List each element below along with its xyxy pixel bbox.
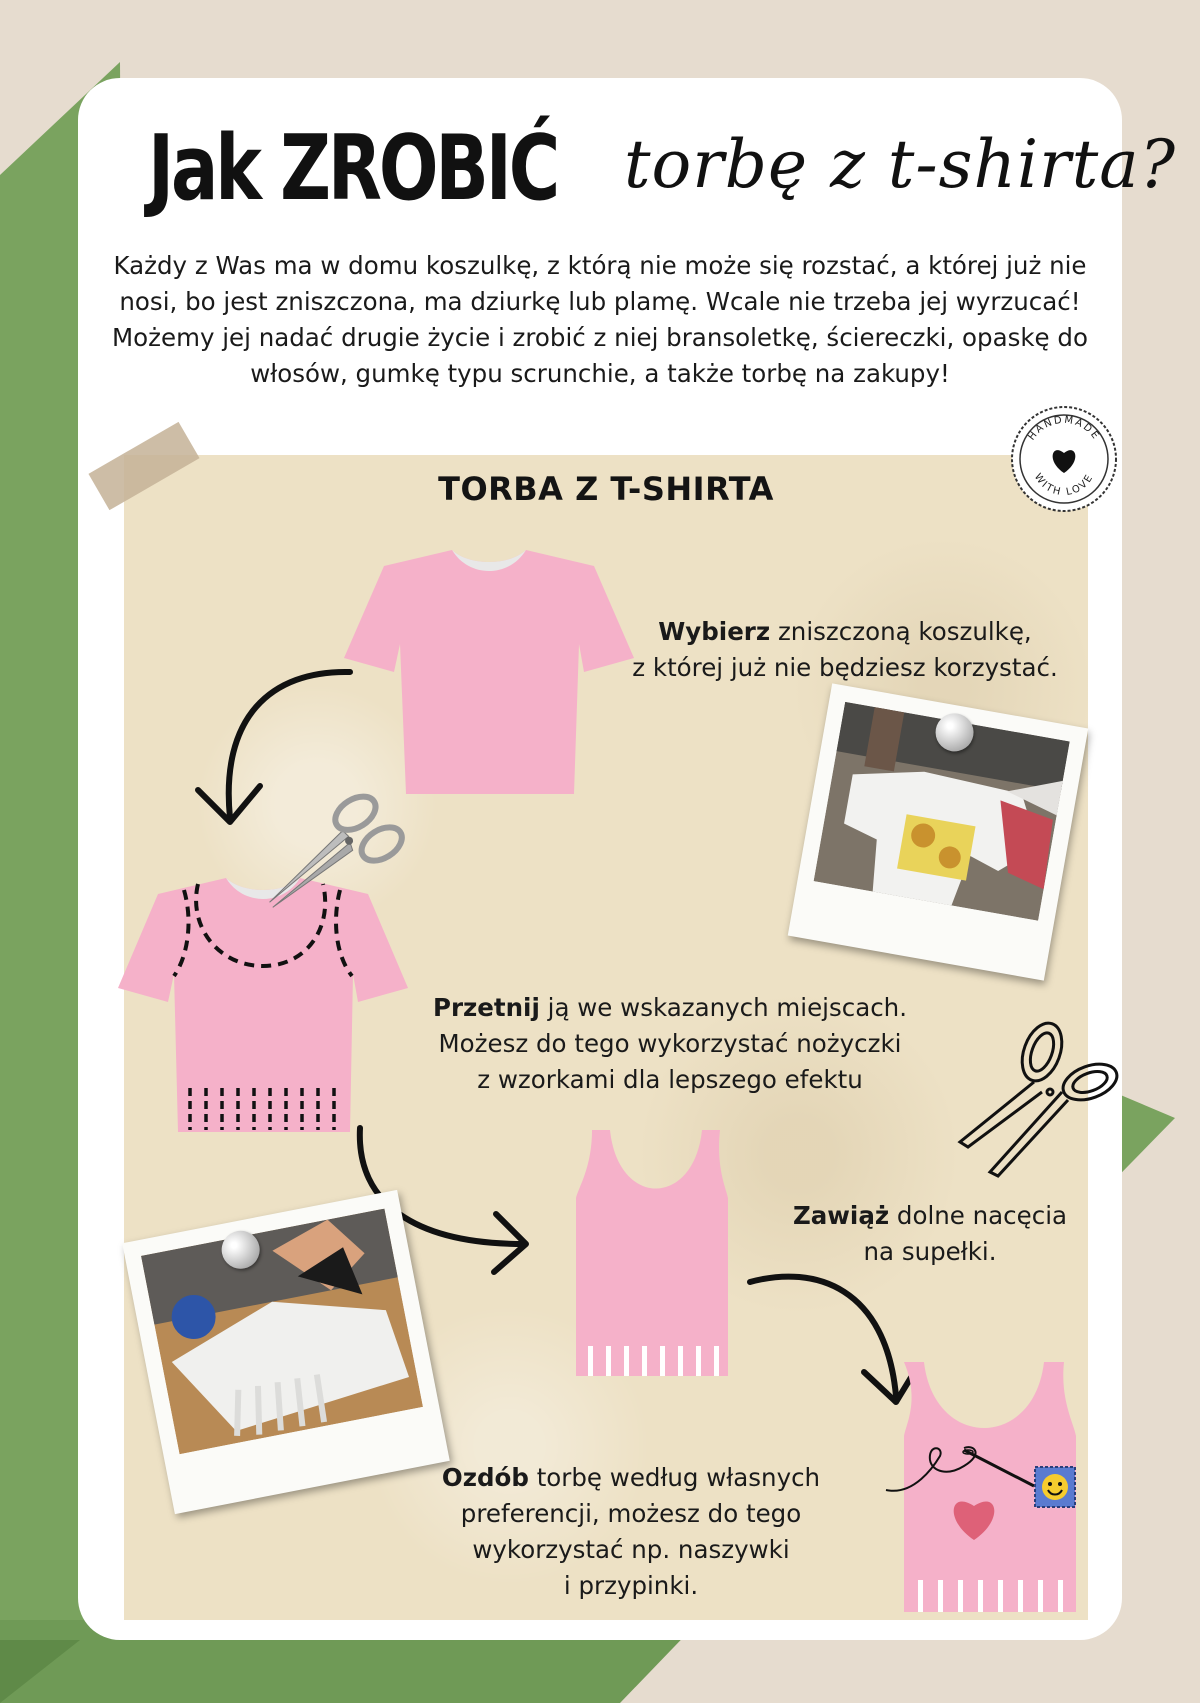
page-title	[140, 108, 1176, 238]
tank-top-step3	[568, 1128, 744, 1376]
step-2-line2: Możesz do tego wykorzystać nożyczki	[438, 1029, 902, 1058]
step-1-line1: zniszczoną koszulkę,	[770, 617, 1032, 646]
step-3-text	[770, 1198, 1090, 1270]
step-4-line3: wykorzystać np. naszywki	[472, 1535, 790, 1564]
step-1-line2: z której już nie będziesz korzystać.	[632, 653, 1058, 682]
title-script: torbę z t-shirta?	[624, 126, 1176, 203]
step-4-line2: preferencji, możesz do tego	[460, 1499, 802, 1528]
step-2-bold: Przetnij	[432, 993, 540, 1022]
step-4-line4: i przypinki.	[563, 1571, 699, 1600]
step-1-bold: Wybierz	[658, 617, 771, 646]
photo-cutting-shirts	[788, 683, 1089, 980]
section-title: TORBA Z T-SHIRTA	[438, 470, 774, 508]
smiley-patch-icon	[1032, 1464, 1078, 1510]
step-2-text	[380, 990, 960, 1098]
step-3-line1: dolne nacęcia	[889, 1201, 1068, 1230]
scissors-icon	[950, 1012, 1120, 1177]
step-3-line2: na supełki.	[863, 1237, 997, 1266]
step-4-bold: Ozdób	[441, 1463, 529, 1492]
step-2-line1: ją we wskazanych miejscach.	[539, 993, 908, 1022]
photo-image	[141, 1209, 423, 1455]
step-4-text	[396, 1460, 866, 1604]
step-3-bold: Zawiąż	[792, 1201, 890, 1230]
stamp-text-top: HANDMADE	[1026, 414, 1102, 443]
step-4-line1: torbę według własnych	[528, 1463, 821, 1492]
stamp-text-bottom: WITH LOVE	[1031, 471, 1097, 499]
intro-paragraph: Każdy z Was ma w domu koszulkę, z którą nie może się rozstać, a której już nie nosi, bo jest zniszczona, ma dziurkę lub plamę. Wcale nie trzeba jej wyrzucać! Możemy jej nadać drugie życie i zrobić z niej bransoletkę, ściereczki, opaskę do włosów, gumkę typu scrunchie, a także torbę na zakupy!	[112, 251, 1088, 388]
scissors-icon	[244, 782, 420, 928]
step-2-line3: z wzorkami dla lepszego efektu	[477, 1065, 863, 1094]
step-1-text	[590, 614, 1100, 686]
title-main: Jak ZROBIĆ	[148, 116, 558, 221]
